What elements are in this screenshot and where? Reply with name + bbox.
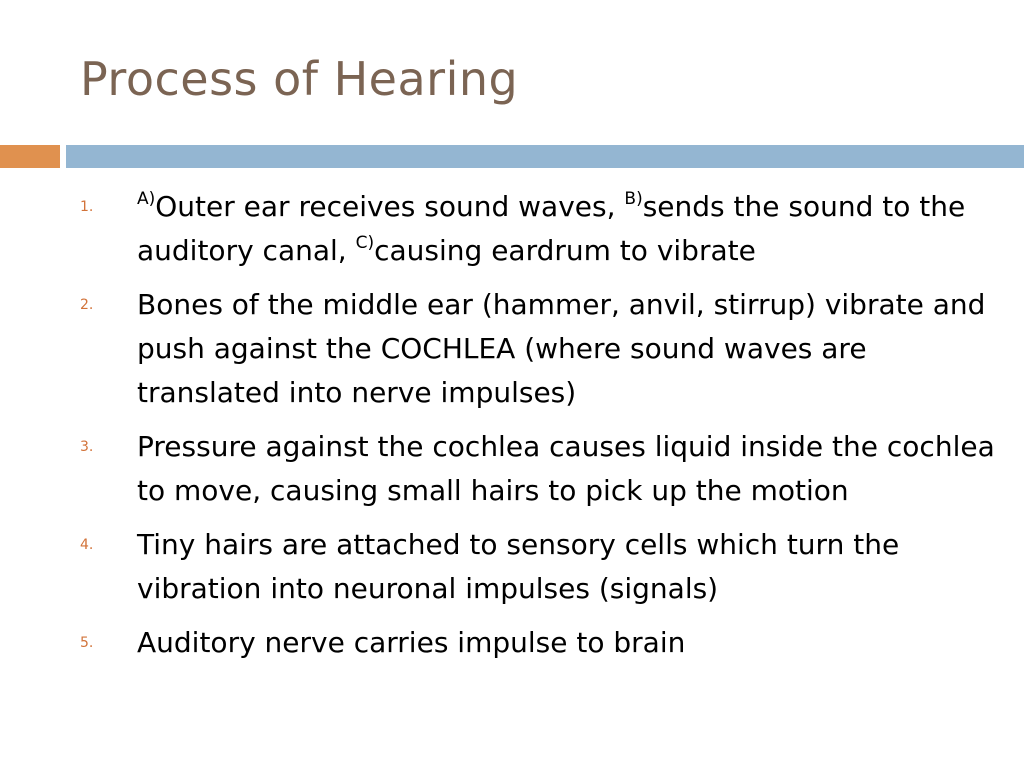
slide-title: Process of Hearing bbox=[80, 52, 519, 106]
segment-marker: A) bbox=[137, 189, 156, 209]
list-item-text: Auditory nerve carries impulse to brain bbox=[137, 626, 686, 659]
segment-text: sends the sound to the auditory canal, bbox=[137, 190, 966, 267]
hearing-steps-list bbox=[80, 185, 1000, 675]
list-item-text: Tiny hairs are attached to sensory cells which turn the vibration into neuronal impulses (signals) bbox=[137, 528, 900, 605]
list-number: 5. bbox=[80, 635, 94, 651]
segment-marker: C) bbox=[355, 233, 375, 253]
list-item-3 bbox=[80, 425, 1000, 513]
segment-text: causing eardrum to vibrate bbox=[374, 234, 756, 267]
list-item-text: Bones of the middle ear (hammer, anvil, stirrup) vibrate and push against the COCHLEA (where sound waves are translated into nerve impulses) bbox=[137, 288, 986, 409]
list-number: 4. bbox=[80, 537, 94, 553]
segment-text: Outer ear receives sound waves, bbox=[155, 190, 625, 223]
header-divider-bar bbox=[66, 145, 1024, 168]
step-segment-c bbox=[356, 234, 756, 267]
list-item-text: Pressure against the cochlea causes liquid inside the cochlea to move, causing small hairs to pick up the motion bbox=[137, 430, 995, 507]
list-item-2 bbox=[80, 283, 1000, 415]
list-item-1 bbox=[80, 185, 1000, 273]
list-number: 1. bbox=[80, 199, 94, 215]
list-item-5 bbox=[80, 621, 1000, 665]
list-number: 3. bbox=[80, 439, 94, 455]
list-item-4 bbox=[80, 523, 1000, 611]
accent-bar bbox=[0, 145, 60, 168]
list-number: 2. bbox=[80, 297, 94, 313]
segment-marker: B) bbox=[624, 189, 643, 209]
step-segment-a bbox=[137, 190, 624, 223]
